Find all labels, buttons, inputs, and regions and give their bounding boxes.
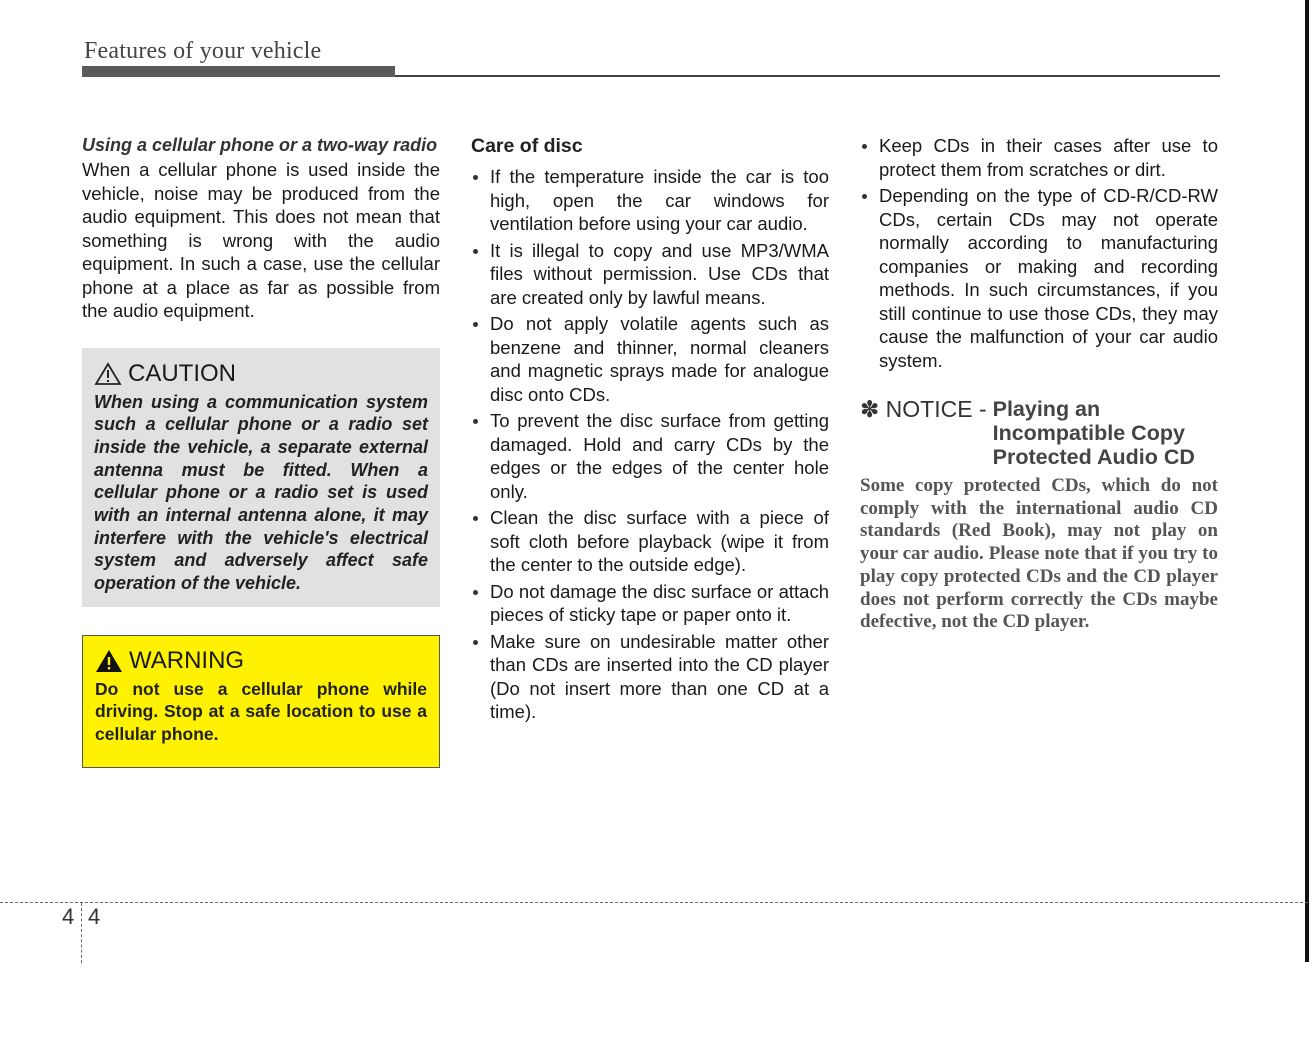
header-bar — [82, 66, 395, 77]
care-of-disc-list — [471, 165, 829, 724]
footer-page-divider — [81, 903, 82, 963]
list-item: Do not apply volatile agents such as benzene and thinner, normal cleaners and magnetic sprays made for analogue disc onto CDs. — [471, 312, 829, 406]
list-item: Depending on the type of CD-R/CD-RW CDs, certain CDs may not operate normally according to manufacturing companies or making and recording methods. In such circumstances, if you still continue to use those CDs, they may cause the malfunction of your car audio system. — [860, 184, 1218, 372]
page-edge-line — [1305, 0, 1309, 962]
list-item: Make sure on undesirable matter other than CDs are inserted into the CD player (Do not insert more than one CD at a time). — [471, 630, 829, 724]
notice-heading — [860, 396, 1218, 469]
notice-label: ✽ NOTICE - — [860, 396, 987, 422]
caution-triangle-icon — [94, 362, 122, 386]
column-middle — [471, 134, 829, 727]
chapter-number: 4 — [62, 904, 75, 929]
column-left — [82, 134, 440, 768]
list-item: Keep CDs in their cases after use to protect them from scratches or dirt. — [860, 134, 1218, 181]
warning-box — [82, 635, 440, 769]
notice-text: Some copy protected CDs, which do not comply with the international audio CD standards (Red Book), may not play on your car audio. Please note that if you try to play copy protected CDs and the CD player does not perform correctly the CDs maybe defective, not the CD player. — [860, 475, 1218, 633]
page-header-title: Features of your vehicle — [84, 38, 322, 64]
warning-triangle-icon — [95, 649, 123, 673]
caution-text: When using a communication system such a cellular phone or a radio set inside the vehicle, a separate external antenna must be fitted. When a cellular phone or a radio set is used with an internal antenna alone, it may interfere with the vehicle's electrical system and adversely affect safe operation of the vehicle. — [94, 391, 428, 594]
list-item: It is illegal to copy and use MP3/WMA files without permission. Use CDs that are created only by lawful means. — [471, 239, 829, 310]
warning-title: WARNING — [129, 646, 245, 674]
caution-box — [82, 348, 440, 607]
cd-care-list — [860, 134, 1218, 372]
warning-title-row — [95, 647, 427, 675]
page-number: 4 — [88, 904, 101, 929]
cellular-subheading: Using a cellular phone or a two-way radio — [82, 135, 438, 155]
cellular-paragraph: When a cellular phone is used inside the vehicle, noise may be produced from the audio equipment. This does not mean that something is wrong with the audio equipment. In such a case, use the cellular phone at a place as far as possible from the audio equipment. — [82, 159, 440, 321]
list-item: Clean the disc surface with a piece of soft cloth before playback (wipe it from the center to the outside edge). — [471, 506, 829, 577]
caution-title: CAUTION — [128, 359, 236, 387]
care-of-disc-heading: Care of disc — [471, 135, 583, 157]
header-rule — [395, 75, 1220, 77]
column-right — [860, 134, 1218, 634]
list-item: Do not damage the disc surface or attach pieces of sticky tape or paper onto it. — [471, 580, 829, 627]
warning-text: Do not use a cellular phone while driving. Stop at a safe location to use a cellular phone. — [95, 678, 427, 744]
footer-dashed-rule — [0, 902, 1308, 903]
list-item: If the temperature inside the car is too high, open the car windows for ventilation before using your car audio. — [471, 165, 829, 236]
notice-title: Playing an Incompatible Copy Protected Audio CD — [992, 397, 1195, 469]
caution-title-row — [94, 360, 428, 388]
list-item: To prevent the disc surface from getting damaged. Hold and carry CDs by the edges or the edges of the center hole only. — [471, 409, 829, 503]
